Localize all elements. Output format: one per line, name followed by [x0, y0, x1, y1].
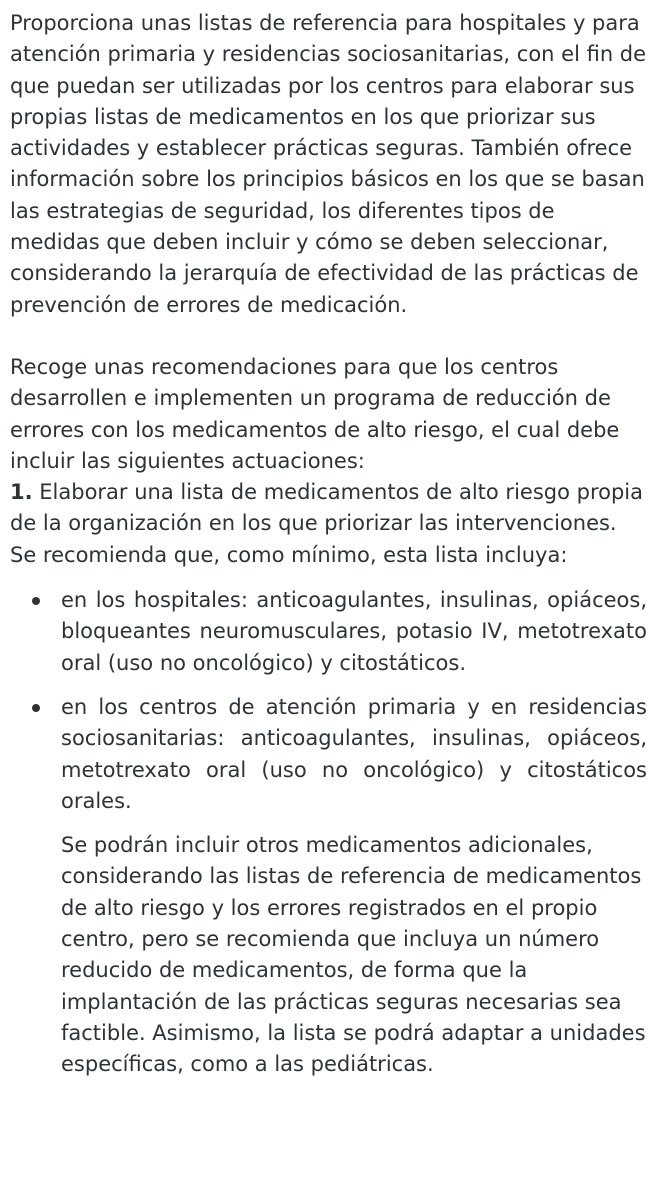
bullet-list [10, 585, 647, 817]
bullet-item-hospitals [10, 585, 647, 679]
bullet-dot-icon [32, 704, 40, 712]
bullet-dot-icon [32, 597, 40, 605]
paragraph-spacer [10, 321, 647, 352]
bullet-text: en los hospitales: anticoagulantes, insulinas, opiáceos, bloqueantes neuromusculares, potasio IV, metotrexato oral (uso no oncológico) y citostáticos. [61, 588, 647, 675]
bullet-text: en los centros de atención primaria y en residencias sociosanitarias: anticoagulantes, insulinas, opiáceos, metotrexato oral (uso no oncológico) y citostáticos orales. [61, 694, 647, 813]
paragraph-recommendations: Recoge unas recomendaciones para que los centros desarrollen e implementen un programa de reducción de errores con los medicamentos de alto riesgo, el cual debe incluir las siguientes actuaciones: [10, 354, 620, 473]
paragraph-reference-lists: Proporciona unas listas de referencia para hospitales y para atención primaria y residencias sociosanitarias, con el fin de que puedan ser utilizadas por los centros para elaborar sus propias listas de medicamentos en los que priorizar sus actividades y establecer prácticas seguras. También ofrece información sobre los principios básicos en los que se basan las estrategias de seguridad, los diferentes tipos de medidas que deben incluir y cómo se deben seleccionar, considerando la jerarquía de efectividad de las prácticas de prevención de errores de medicación. [10, 11, 647, 317]
note-paragraph: Se podrán incluir otros medicamentos adicionales, considerando las listas de referencia de medicamentos de alto riesgo y los errores registrados en el propio centro, pero se recomienda que incluya un número reducido de medicamentos, de forma que la implantación de las prácticas seguras necesarias sea factible. Asimismo, la lista se podrá adaptar a unidades específicas, como a las pediátricas. [61, 833, 646, 1077]
numbered-item-1 [10, 477, 647, 571]
bullet-item-primary-care [10, 692, 647, 817]
item-text: Elaborar una lista de medicamentos de alto riesgo propia de la organización en los que priorizar las intervenciones. Se recomienda que, como mínimo, esta lista incluya: [10, 480, 643, 567]
item-number: 1. [10, 480, 33, 505]
